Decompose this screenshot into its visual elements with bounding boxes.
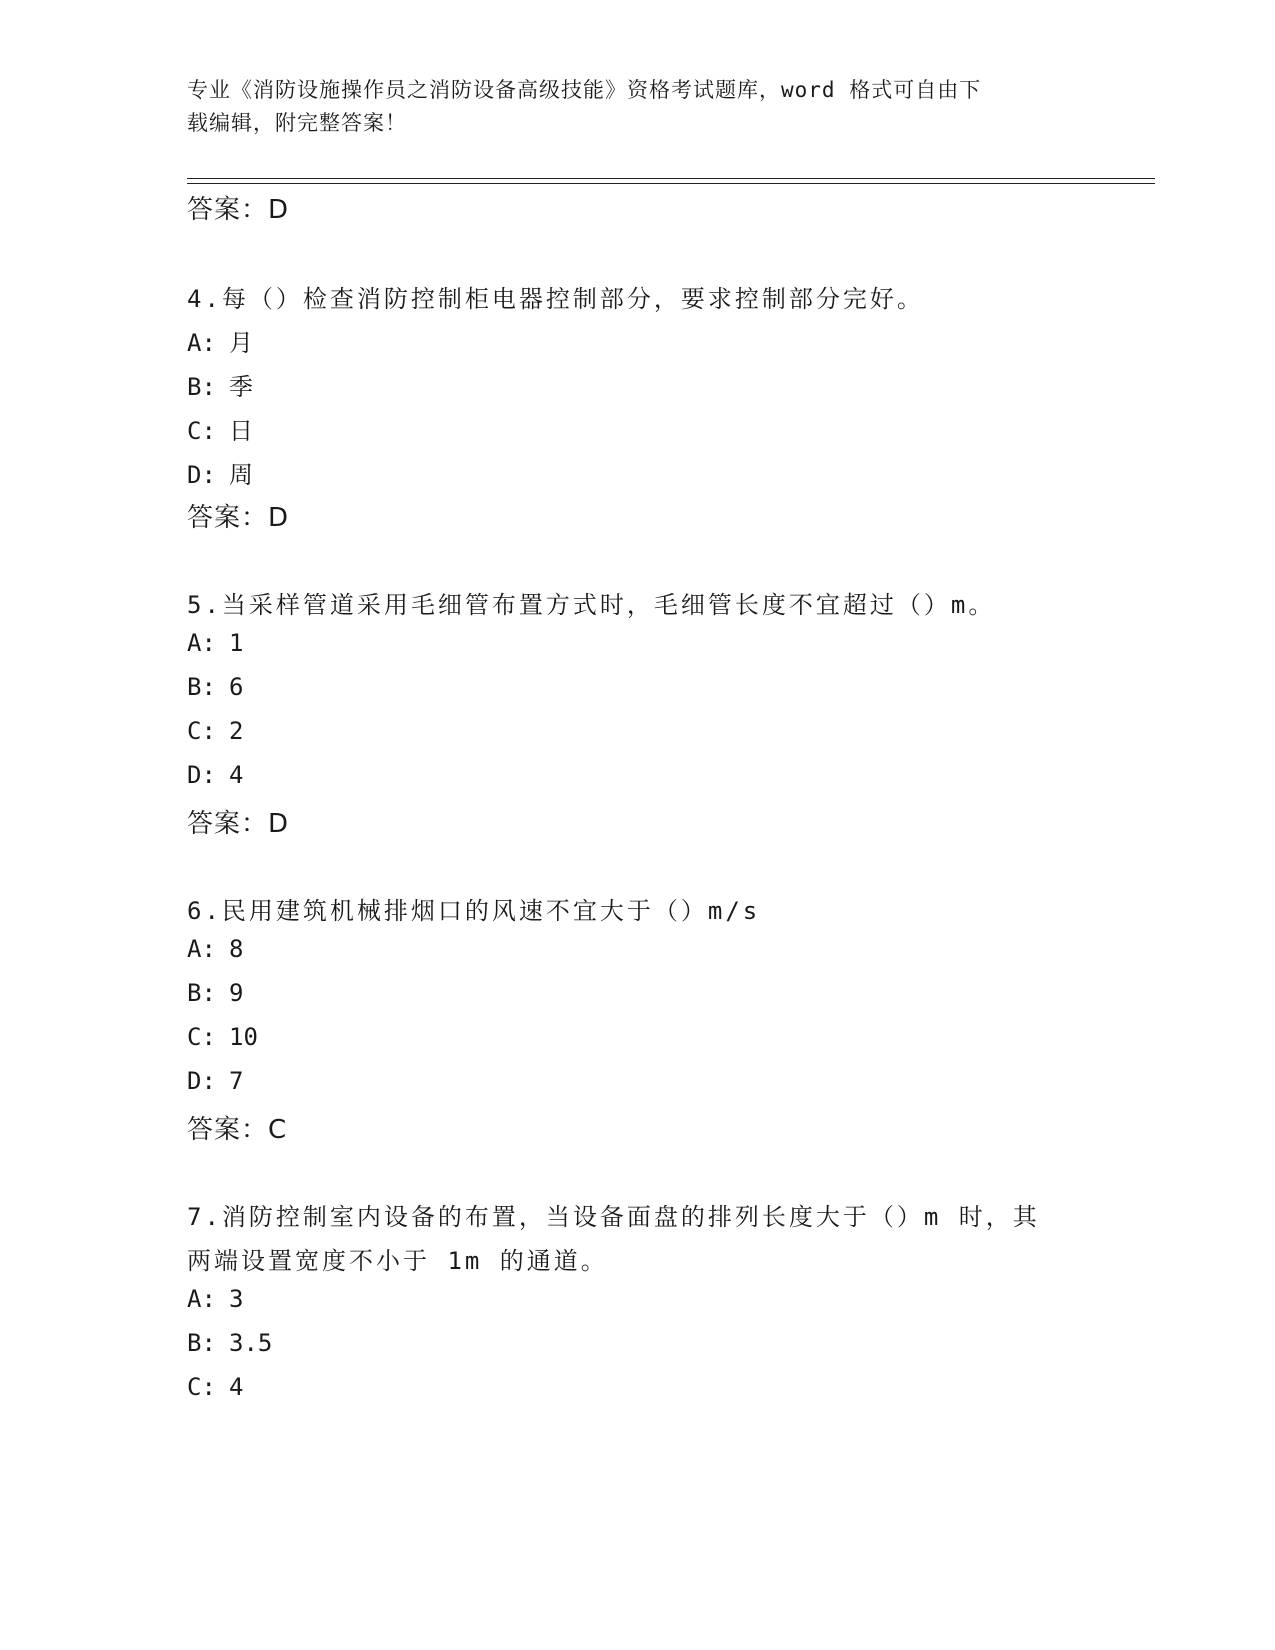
option-text: 9 [229, 979, 244, 1007]
question-6-option-a [187, 935, 243, 963]
question-6-answer: 答案：C [187, 1115, 288, 1145]
option-text: 1 [229, 629, 244, 657]
option-key: B: [187, 373, 216, 401]
question-5-option-d [187, 761, 243, 789]
option-key: D: [187, 761, 216, 789]
question-5-answer: 答案：D [187, 809, 290, 839]
option-text: 8 [229, 935, 244, 963]
document-header [187, 74, 1067, 140]
option-key: D: [187, 1067, 216, 1095]
option-text: 10 [229, 1023, 258, 1051]
option-key: B: [187, 979, 216, 1007]
question-6-option-b [187, 979, 243, 1007]
option-text: 4 [229, 1373, 244, 1401]
header-rule-bottom [187, 183, 1155, 184]
option-key: B: [187, 673, 216, 701]
option-text: 6 [229, 673, 244, 701]
question-5-stem: 5.当采样管道采用毛细管布置方式时，毛细管长度不宜超过（）m。 [187, 591, 996, 619]
answer-line: 答案：D [187, 195, 290, 225]
option-key: A: [187, 935, 216, 963]
option-key: D: [187, 461, 216, 489]
option-text: 周 [229, 461, 253, 489]
header-rule-top [187, 178, 1155, 179]
option-text: 月 [229, 329, 253, 357]
option-key: C: [187, 717, 216, 745]
question-7-option-c [187, 1373, 243, 1401]
question-6-option-d [187, 1067, 243, 1095]
question-4-option-b [187, 367, 253, 402]
header-line-2: 载编辑，附完整答案！ [187, 111, 407, 135]
question-5-option-a [187, 629, 243, 657]
option-text: 3.5 [229, 1329, 273, 1357]
question-4-option-a [187, 323, 253, 358]
option-key: A: [187, 629, 216, 657]
question-5-option-c [187, 717, 243, 745]
option-text: 3 [229, 1285, 244, 1313]
question-7-stem-line-2: 两端设置宽度不小于 1m 的通道。 [187, 1247, 608, 1275]
option-text: 7 [229, 1067, 244, 1095]
option-text: 4 [229, 761, 244, 789]
question-4-stem: 4.每（）检查消防控制柜电器控制部分，要求控制部分完好。 [187, 285, 924, 313]
question-4-answer: 答案：D [187, 503, 290, 533]
header-line-1: 专业《消防设施操作员之消防设备高级技能》资格考试题库，word 格式可自由下 [187, 78, 982, 102]
option-key: C: [187, 417, 216, 445]
question-4-option-d [187, 455, 253, 490]
option-text: 2 [229, 717, 244, 745]
option-key: A: [187, 1285, 216, 1313]
option-key: A: [187, 329, 216, 357]
question-7-option-a [187, 1285, 243, 1313]
option-key: C: [187, 1023, 216, 1051]
question-5-option-b [187, 673, 243, 701]
option-key: C: [187, 1373, 216, 1401]
question-4-option-c [187, 411, 253, 446]
question-7-option-b [187, 1329, 272, 1357]
question-7-stem-line-1: 7.消防控制室内设备的布置，当设备面盘的排列长度大于（）m 时，其 [187, 1203, 1040, 1231]
option-text: 日 [229, 417, 253, 445]
question-6-option-c [187, 1023, 258, 1051]
option-text: 季 [229, 373, 253, 401]
option-key: B: [187, 1329, 216, 1357]
question-6-stem: 6.民用建筑机械排烟口的风速不宜大于（）m/s [187, 897, 761, 925]
